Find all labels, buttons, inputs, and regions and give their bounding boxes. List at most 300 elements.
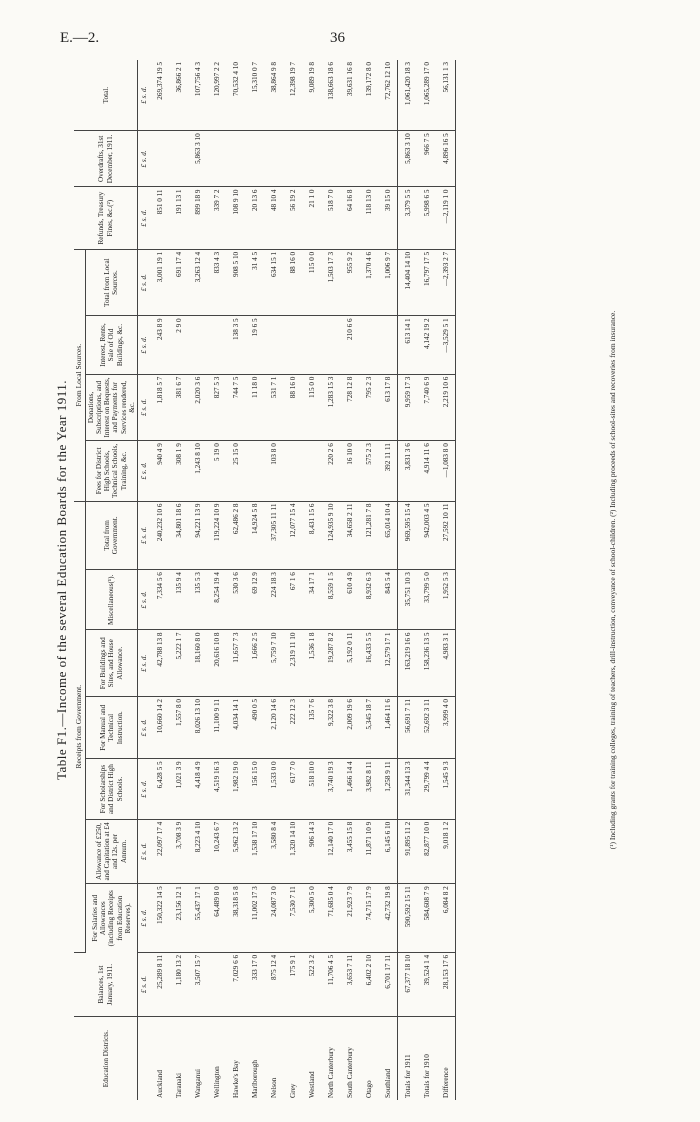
table-cell	[169, 131, 188, 187]
table-cell: 135 7 6	[302, 697, 321, 759]
table-cell: 1,180 13 2	[169, 952, 188, 1016]
table-cell: 940 4 9	[150, 441, 169, 501]
table-cell: 6,402 2 10	[359, 952, 378, 1016]
table-cell	[359, 131, 378, 187]
table-cell: 115 0 0	[302, 249, 321, 316]
table-cell: 12,398 19 7	[283, 60, 302, 131]
table-cell: 39,631 16 8	[340, 60, 359, 131]
table-cell: 1,006 9 7	[378, 249, 398, 316]
table-cell: 6,701 17 11	[378, 952, 398, 1016]
table-cell: 34,658 2 11	[340, 501, 359, 570]
table-cell: 1,533 0 0	[264, 759, 283, 819]
column-header: Education Districts.	[74, 1017, 138, 1100]
table-cell: 19 6 5	[245, 316, 264, 374]
table-cell: 2 9 0	[169, 316, 188, 374]
table-cell: 2,219 10 6	[436, 374, 456, 441]
table-cell: 339 7 2	[207, 187, 226, 249]
table-cell: 33,799 5 0	[417, 570, 436, 630]
table-row	[417, 60, 436, 1100]
table-cell: 82,877 10 0	[417, 819, 436, 883]
page-reference: E.—2.	[60, 30, 100, 46]
table-cell: 4,034 14 1	[226, 697, 245, 759]
table-cell: 3,001 19 1	[150, 249, 169, 316]
table-cell: 42,732 19 8	[378, 884, 398, 953]
table-cell: 39 15 0	[378, 187, 398, 249]
table-cell: 530 3 6	[226, 570, 245, 630]
table-cell: 392 11 11	[378, 441, 398, 501]
table-cell: 10,660 14 2	[150, 697, 169, 759]
table-cell: 308 1 9	[169, 441, 188, 501]
units-label: £ s. d.	[138, 819, 151, 883]
table-cell	[378, 316, 398, 374]
district-name: Nelson	[269, 1077, 278, 1098]
table-cell: 121,281 7 8	[359, 501, 378, 570]
table-cell: 94,221 13 9	[188, 501, 207, 570]
table-cell: 12,579 17 1	[378, 630, 398, 697]
table-footnote: (¹) Including grants for training colleges, training of teachers, drill-instruction, conveyance of school-children. (²) Including proceeds of school-sites and recoveries from insurance.	[608, 310, 617, 850]
district-name: Grey	[288, 1083, 297, 1098]
table-cell: 4,914 11 6	[417, 441, 436, 501]
table-cell: 906 14 3	[302, 819, 321, 883]
table-cell: 52,692 3 11	[417, 697, 436, 759]
table-cell: 1,545 9 3	[436, 759, 456, 819]
table-cell: 5,998 6 5	[417, 187, 436, 249]
table-cell: —2,393 2 7	[436, 249, 456, 316]
column-header: Total from Local Sources.	[85, 249, 138, 316]
table-cell: 3,831 3 6	[398, 441, 418, 501]
table-cell: 14,924 5 8	[245, 501, 264, 570]
column-header: Total.	[74, 60, 138, 131]
table-cell: 48 10 4	[264, 187, 283, 249]
table-cell: 11 18 0	[245, 374, 264, 441]
table-cell: 5,863 3 10	[188, 131, 207, 187]
table-cell: 9,089 19 8	[302, 60, 321, 131]
table-cell: 11,706 4 5	[321, 952, 340, 1016]
table-cell: 1,818 5 7	[150, 374, 169, 441]
table-cell: 62,486 2 8	[226, 501, 245, 570]
table-cell: 955 9 2	[340, 249, 359, 316]
table-cell: 70,532 4 10	[226, 60, 245, 131]
table-cell: 25 15 0	[226, 441, 245, 501]
table-cell: 71,685 0 4	[321, 884, 340, 953]
table-cell: 11,657 7 3	[226, 630, 245, 697]
table-cell: 3,507 15 7	[188, 952, 207, 1016]
district-name: Wanganui	[193, 1069, 202, 1098]
table-cell: 1,952 5 3	[436, 570, 456, 630]
table-cell: 55,437 17 1	[188, 884, 207, 953]
table-cell: 3,740 19 3	[321, 759, 340, 819]
table-cell: 115 0 0	[302, 374, 321, 441]
table-cell: 5 19 0	[207, 441, 226, 501]
table-row	[359, 60, 378, 1100]
table-cell: 9,018 1 2	[436, 819, 456, 883]
table-cell: 1,061,420 18 3	[398, 60, 418, 131]
table-cell: 6,084 8 2	[436, 884, 456, 953]
table-cell: 21 1 0	[302, 187, 321, 249]
table-cell: 31 4 5	[245, 249, 264, 316]
table-cell: 5,345 18 7	[359, 697, 378, 759]
table-cell: 139,172 8 0	[359, 60, 378, 131]
table-cell: 3,999 4 0	[436, 697, 456, 759]
district-name: Southland	[383, 1068, 392, 1098]
table-cell: 56 19 2	[283, 187, 302, 249]
table-cell: 4,519 16 3	[207, 759, 226, 819]
table-cell: 34 17 1	[302, 570, 321, 630]
table-cell: 88 16 0	[283, 249, 302, 316]
table-cell: 843 5 4	[378, 570, 398, 630]
units-label: £ s. d.	[138, 570, 151, 630]
table-cell: 1,021 3 9	[169, 759, 188, 819]
table-cell: 31,344 13 3	[398, 759, 418, 819]
table-cell: 1,065,289 17 0	[417, 60, 436, 131]
table-cell: 5,192 0 11	[340, 630, 359, 697]
table-cell: 6,428 5 5	[150, 759, 169, 819]
table-cell	[283, 316, 302, 374]
district-name: Westland	[307, 1071, 316, 1098]
table-cell: 1,982 19 0	[226, 759, 245, 819]
table-cell: 74,715 17 9	[359, 884, 378, 953]
table-cell: 9,322 3 8	[321, 697, 340, 759]
table-cell: 18,160 8 0	[188, 630, 207, 697]
units-label: £ s. d.	[138, 759, 151, 819]
table-cell: 8,026 13 10	[188, 697, 207, 759]
district-name: Hawke's Bay	[231, 1060, 240, 1098]
table-cell	[245, 131, 264, 187]
district-name: Wellington	[212, 1066, 221, 1098]
table-cell: 7,740 6 9	[417, 374, 436, 441]
table-cell	[340, 131, 359, 187]
page-number: 36	[330, 30, 345, 46]
table-row	[264, 60, 283, 1100]
district-name: Marlborough	[250, 1060, 259, 1098]
table-cell: 12,077 15 4	[283, 501, 302, 570]
table-row	[245, 60, 264, 1100]
table-cell: 11,002 17 3	[245, 884, 264, 953]
column-header: Refunds, Treasury Fines, &c.(²)	[74, 187, 138, 249]
table-cell: 2,009 19 6	[340, 697, 359, 759]
table-cell: 22,097 17 4	[150, 819, 169, 883]
table-cell	[245, 441, 264, 501]
table-cell: 269,374 19 5	[150, 60, 169, 131]
units-label: £ s. d.	[138, 187, 151, 249]
district-name: Totals for 1911	[398, 1017, 418, 1100]
table-cell: —1,083 8 0	[436, 441, 456, 501]
table-cell: 795 2 3	[359, 374, 378, 441]
table-cell: 1,243 8 10	[188, 441, 207, 501]
table-cell: 38,864 9 8	[264, 60, 283, 131]
table-cell: 8,254 19 4	[207, 570, 226, 630]
table-cell: 150,322 14 5	[150, 884, 169, 953]
table-cell: 67,377 18 10	[398, 952, 418, 1016]
table-cell: 88 16 0	[283, 374, 302, 441]
table-cell	[359, 316, 378, 374]
table-cell: 108 9 10	[226, 187, 245, 249]
table-cell: 28,153 17 6	[436, 952, 456, 1016]
table-cell: 220 2 6	[321, 441, 340, 501]
table-cell: 610 4 9	[340, 570, 359, 630]
table-cell: 11,871 10 9	[359, 819, 378, 883]
column-header: For Manual and Technical Instruction.	[85, 697, 138, 759]
table-cell: 851 0 11	[150, 187, 169, 249]
table-cell: 1,666 2 5	[245, 630, 264, 697]
district-name: Auckland	[155, 1070, 164, 1098]
table-cell: 21,923 7 9	[340, 884, 359, 953]
units-label: £ s. d.	[138, 249, 151, 316]
table-cell: 518 7 0	[321, 187, 340, 249]
table-cell: 518 10 0	[302, 759, 321, 819]
table-cell: 23,156 12 1	[169, 884, 188, 953]
table-cell	[302, 131, 321, 187]
table-row	[150, 60, 169, 1100]
table-cell: 2,319 11 10	[283, 630, 302, 697]
table-cell	[321, 316, 340, 374]
table-cell: 120,997 2 2	[207, 60, 226, 131]
table-cell: 25,289 8 11	[150, 952, 169, 1016]
column-header: For Buildings and Sites, and House Allowance.	[85, 630, 138, 697]
table-cell: 15,310 0 7	[245, 60, 264, 131]
table-cell	[188, 316, 207, 374]
table-cell: 222 12 3	[283, 697, 302, 759]
table-cell: 56,131 1 3	[436, 60, 456, 131]
table-cell	[264, 131, 283, 187]
table-cell: 4,983 3 1	[436, 630, 456, 697]
table-cell: 3,982 8 11	[359, 759, 378, 819]
table-cell: 27,592 10 11	[436, 501, 456, 570]
table-cell: 67 1 6	[283, 570, 302, 630]
units-label: £ s. d.	[138, 884, 151, 953]
table-cell: 8,431 15 6	[302, 501, 321, 570]
table-cell: 1,538 17 10	[245, 819, 264, 883]
table-cell	[207, 131, 226, 187]
table-cell	[283, 441, 302, 501]
table-cell: 5,863 3 10	[398, 131, 418, 187]
table-cell: 333 17 0	[245, 952, 264, 1016]
table-cell	[226, 131, 245, 187]
table-cell: —2,119 1 0	[436, 187, 456, 249]
column-header: Fees for District High Schools, Technical Schools, Training, &c.	[85, 441, 138, 501]
table-cell: 8,932 6 3	[359, 570, 378, 630]
table-cell: 5,962 13 2	[226, 819, 245, 883]
table-cell: 908 5 10	[226, 249, 245, 316]
table-cell: 9,959 17 3	[398, 374, 418, 441]
table-cell: 5,222 1 7	[169, 630, 188, 697]
table-cell: 138,663 18 6	[321, 60, 340, 131]
table-cell: 833 4 3	[207, 249, 226, 316]
table-cell: 35,751 10 3	[398, 570, 418, 630]
table-cell: 3,379 5 5	[398, 187, 418, 249]
table-cell: 744 7 5	[226, 374, 245, 441]
table-cell: 1,536 1 8	[302, 630, 321, 697]
table-cell: 8,559 1 5	[321, 570, 340, 630]
table-row	[207, 60, 226, 1100]
units-spacer	[138, 1017, 151, 1100]
table-row	[283, 60, 302, 1100]
table-cell	[302, 316, 321, 374]
units-label: £ s. d.	[138, 374, 151, 441]
table-cell: 65,014 10 4	[378, 501, 398, 570]
table-cell: 1,464 11 6	[378, 697, 398, 759]
table-cell	[150, 131, 169, 187]
table-cell: 3,263 12 4	[188, 249, 207, 316]
table-cell: 634 15 1	[264, 249, 283, 316]
table-cell: 24,087 3 0	[264, 884, 283, 953]
table-cell: 103 8 0	[264, 441, 283, 501]
district-name: North Canterbury	[326, 1047, 335, 1098]
table-cell: 135 9 4	[169, 570, 188, 630]
table-cell	[207, 316, 226, 374]
table-row	[340, 60, 359, 1100]
table-cell: 56,691 7 11	[398, 697, 418, 759]
table-cell: 20 13 6	[245, 187, 264, 249]
table-cell: 575 2 3	[359, 441, 378, 501]
table-cell: 5,300 5 0	[302, 884, 321, 953]
column-header: Miscellaneous(¹).	[85, 570, 138, 630]
units-label: £ s. d.	[138, 697, 151, 759]
table-cell: 3,455 15 8	[340, 819, 359, 883]
table-row	[321, 60, 340, 1100]
table-cell: 12,140 17 0	[321, 819, 340, 883]
table-cell: 1,320 14 10	[283, 819, 302, 883]
table-cell: 69 12 9	[245, 570, 264, 630]
table-cell: 91,895 11 2	[398, 819, 418, 883]
column-header: Balances, 1st January, 1911.	[74, 952, 138, 1016]
table-cell: 4,418 4 9	[188, 759, 207, 819]
table-row	[188, 60, 207, 1100]
table-cell: 19,287 8 2	[321, 630, 340, 697]
table-row	[436, 60, 456, 1100]
table-cell: 39,524 1 4	[417, 952, 436, 1016]
table-cell	[378, 131, 398, 187]
table-cell: 156 15 0	[245, 759, 264, 819]
column-header: Overdrafts, 31st December, 1911.	[74, 131, 138, 187]
table-cell: 191 13 1	[169, 187, 188, 249]
units-label: £ s. d.	[138, 441, 151, 501]
table-cell: 942,003 4 5	[417, 501, 436, 570]
table-row	[226, 60, 245, 1100]
table-cell: 5,759 7 10	[264, 630, 283, 697]
units-label: £ s. d.	[138, 952, 151, 1016]
table-cell: 1,283 15 3	[321, 374, 340, 441]
table-cell: 613 17 8	[378, 374, 398, 441]
table-cell: 1,258 9 11	[378, 759, 398, 819]
table-cell: 584,608 7 9	[417, 884, 436, 953]
column-header: For Scholarships and District High Schools.	[85, 759, 138, 819]
table-cell: 590,592 15 11	[398, 884, 418, 953]
table-cell: 1,466 14 4	[340, 759, 359, 819]
table-cell: 2,020 3 6	[188, 374, 207, 441]
table-cell: 490 0 5	[245, 697, 264, 759]
table-cell: 20,616 10 8	[207, 630, 226, 697]
column-header: Interest, Rents, Sale of Old Buildings, &c.	[85, 316, 138, 374]
table-cell: 29,799 4 4	[417, 759, 436, 819]
table-cell: —3,529 5 1	[436, 316, 456, 374]
table-cell: 875 12 4	[264, 952, 283, 1016]
table-cell: 6,145 6 10	[378, 819, 398, 883]
district-name: Totals for 1910	[422, 1054, 431, 1098]
group-header-government: Receipts from Government.	[74, 501, 85, 952]
table-cell: 240,232 10 6	[150, 501, 169, 570]
income-table	[74, 60, 456, 1100]
table-cell: 8,223 4 10	[188, 819, 207, 883]
table-cell: 158,236 13 5	[417, 630, 436, 697]
column-header: Total from Government.	[85, 501, 138, 570]
units-label: £ s. d.	[138, 60, 151, 131]
table-cell: 37,305 11 11	[264, 501, 283, 570]
table-cell: 16,797 17 5	[417, 249, 436, 316]
table-cell: 119,224 10 9	[207, 501, 226, 570]
table-cell: 827 5 3	[207, 374, 226, 441]
table-cell: 38,318 5 8	[226, 884, 245, 953]
table-cell	[264, 316, 283, 374]
table-cell: 1,370 4 6	[359, 249, 378, 316]
table-cell	[283, 131, 302, 187]
group-header-local: From Local Sources.	[74, 249, 85, 501]
table-cell: 16,433 5 5	[359, 630, 378, 697]
table-row	[169, 60, 188, 1100]
table-cell: 16 10 0	[340, 441, 359, 501]
district-name: South Canterbury	[345, 1047, 354, 1098]
units-label: £ s. d.	[138, 316, 151, 374]
table-cell: 124,935 9 10	[321, 501, 340, 570]
table-cell: 10,243 6 7	[207, 819, 226, 883]
units-label: £ s. d.	[138, 501, 151, 570]
rotated-table-area	[48, 60, 646, 1100]
table-cell: 107,756 4 3	[188, 60, 207, 131]
table-cell: 42,788 13 8	[150, 630, 169, 697]
table-row	[378, 60, 398, 1100]
table-cell: 4,142 19 2	[417, 316, 436, 374]
table-cell: 1,557 8 0	[169, 697, 188, 759]
table-cell	[207, 952, 226, 1016]
table-cell: 4,896 16 5	[436, 131, 456, 187]
table-cell: 3,653 7 11	[340, 952, 359, 1016]
table-cell: 34,801 18 6	[169, 501, 188, 570]
table-cell: 64,489 8 0	[207, 884, 226, 953]
table-cell: 1,503 17 3	[321, 249, 340, 316]
table-cell: 7,530 7 11	[283, 884, 302, 953]
table-cell: 224 18 3	[264, 570, 283, 630]
district-name: Difference	[436, 1017, 456, 1100]
table-cell: 7,029 6 6	[226, 952, 245, 1016]
column-header: For Salaries and Allowances (including Receipts from Education Reserves).	[85, 884, 138, 953]
district-name: Otago	[364, 1080, 373, 1098]
table-cell: 118 13 0	[359, 187, 378, 249]
units-label: £ s. d.	[138, 630, 151, 697]
table-cell: 966 7 5	[417, 131, 436, 187]
table-cell: 617 7 0	[283, 759, 302, 819]
table-cell: 36,866 2 1	[169, 60, 188, 131]
table-cell: 138 3 5	[226, 316, 245, 374]
table-cell: 899 18 9	[188, 187, 207, 249]
table-cell: 163,219 16 6	[398, 630, 418, 697]
units-label: £ s. d.	[138, 131, 151, 187]
column-header: Donations, Subscriptions, and Interest on Bequests, and Payments for Services rendered, &c.	[85, 374, 138, 441]
table-cell: 531 7 1	[264, 374, 283, 441]
table-cell: 14,404 14 10	[398, 249, 418, 316]
table-cell: 969,595 15 4	[398, 501, 418, 570]
table-cell: 3,580 8 4	[264, 819, 283, 883]
table-cell: 64 16 8	[340, 187, 359, 249]
table-cell	[302, 441, 321, 501]
table-row	[302, 60, 321, 1100]
table-cell: 613 14 1	[398, 316, 418, 374]
table-cell: 381 6 7	[169, 374, 188, 441]
table-cell: 11,100 9 11	[207, 697, 226, 759]
table-cell	[321, 131, 340, 187]
table-cell: 691 17 4	[169, 249, 188, 316]
table-cell: 728 12 8	[340, 374, 359, 441]
table-cell: 175 9 1	[283, 952, 302, 1016]
